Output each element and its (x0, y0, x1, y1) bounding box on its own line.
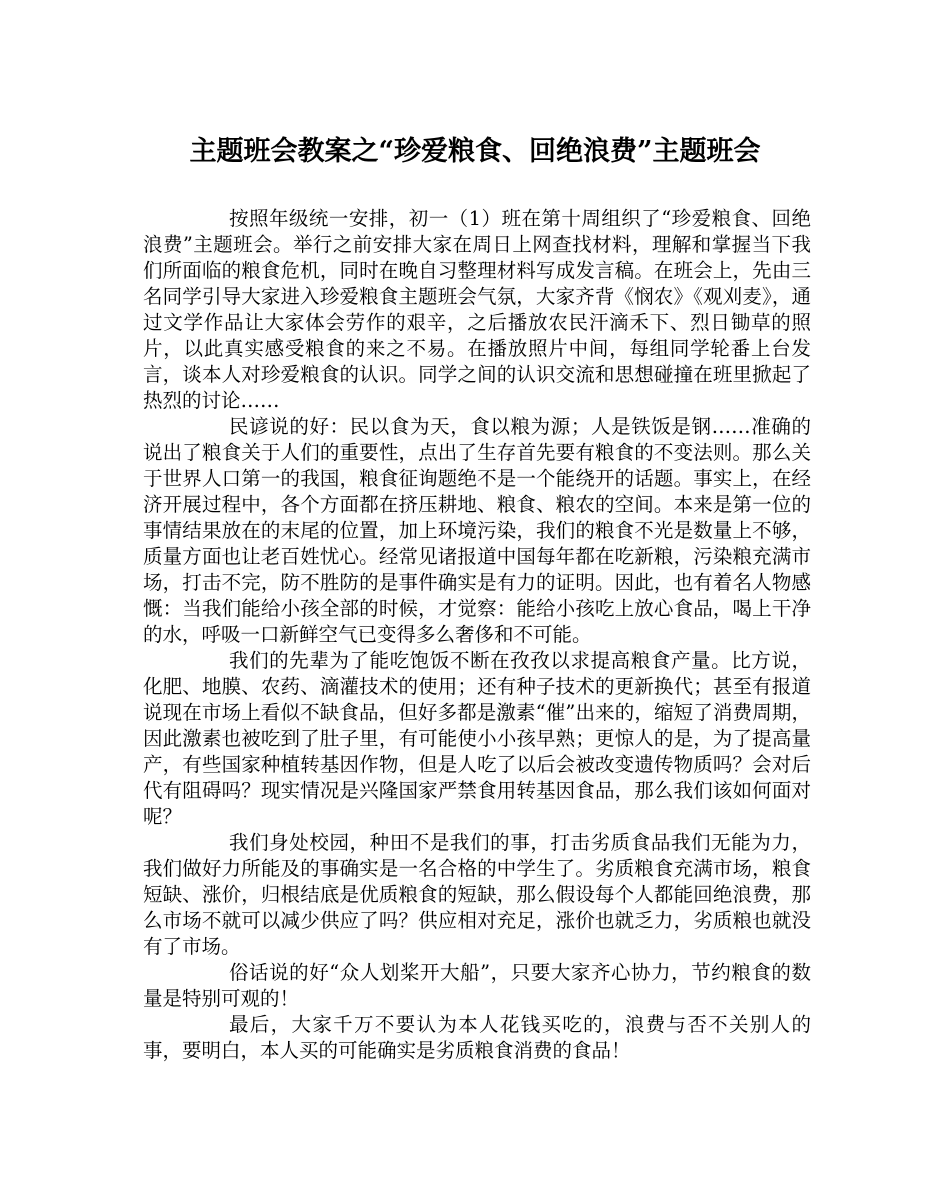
document-title: 主题班会教案之“珍爱粮食、回绝浪费”主题班会 (189, 136, 761, 167)
paragraph-1: 按照年级统一安排，初一（1）班在第十周组织了“珍爱粮食、回绝浪费”主题班会。举行之前安排大家在周日上网查找材料，理解和掌握当下我们所面临的粮食危机，同时在晚自习整理材料写成发言稿。在班会上，先由三名同学引导大家进入珍爱粮食主题班会气氛，大家齐背《悯农》《观刈麦》，通过文学作品让大家体会劳作的艰辛，之后播放农民汗滴禾下、烈日锄草的照片，以此真实感受粮食的来之不易。在播放照片中间，每组同学轮番上台发言，谈本人对珍爱粮食的认识。同学之间的认识交流和思想碰撞在班里掀起了热烈的讨论…… (143, 207, 811, 412)
paragraph-5: 俗话说的好“众人划桨开大船”，只要大家齐心协力，节约粮食的数量是特别可观的！ (143, 961, 811, 1010)
document-body (143, 206, 811, 1064)
paragraph-6: 最后，大家千万不要认为本人花钱买吃的，浪费与否不关别人的事，要明白，本人买的可能确实是劣质粮食消费的食品！ (143, 1013, 811, 1062)
paragraph-2: 民谚说的好：民以食为天，食以粮为源；人是铁饭是钢……准确的说出了粮食关于人们的重要性，点出了生存首先要有粮食的不变法则。那么关于世界人口第一的我国，粮食征询题绝不是一个能绕开的话题。事实上，在经济开展过程中，各个方面都在挤压耕地、粮食、粮农的空间。本来是第一位的事情结果放在的末尾的位置，加上环境污染，我们的粮食不光是数量上不够，质量方面也让老百姓忧心。经常见诸报道中国每年都在吃新粮，污染粮充满市场，打击不完，防不胜防的是事件确实是有力的证明。因此，也有着名人物感慨：当我们能给小孩全部的时候，才觉察：能给小孩吃上放心食品，喝上干净的水，呼吸一口新鲜空气已变得多么奢侈和不可能。 (143, 415, 811, 646)
paragraph-3: 我们的先辈为了能吃饱饭不断在孜孜以求提高粮食产量。比方说，化肥、地膜、农药、滴灌技术的使用；还有种子技术的更新换代；甚至有报道说现在市场上看似不缺食品，但好多都是激素“催”出来的，缩短了消费周期，因此激素也被吃到了肚子里，有可能使小小孩早熟；更惊人的是，为了提高量产，有些国家种植转基因作物，但是人吃了以后会被改变遗传物质吗？会对后代有阻碍吗？现实情况是兴隆国家严禁食用转基因食品，那么我们该如何面对呢？ (143, 649, 811, 828)
paragraph-4: 我们身处校园，种田不是我们的事，打击劣质食品我们无能为力，我们做好力所能及的事确实是一名合格的中学生了。劣质粮食充满市场，粮食短缺、涨价，归根结底是优质粮食的短缺，那么假设每个人都能回绝浪费，那么市场不就可以减少供应了吗？供应相对充足，涨价也就乏力，劣质粮也就没有了市场。 (143, 831, 811, 958)
